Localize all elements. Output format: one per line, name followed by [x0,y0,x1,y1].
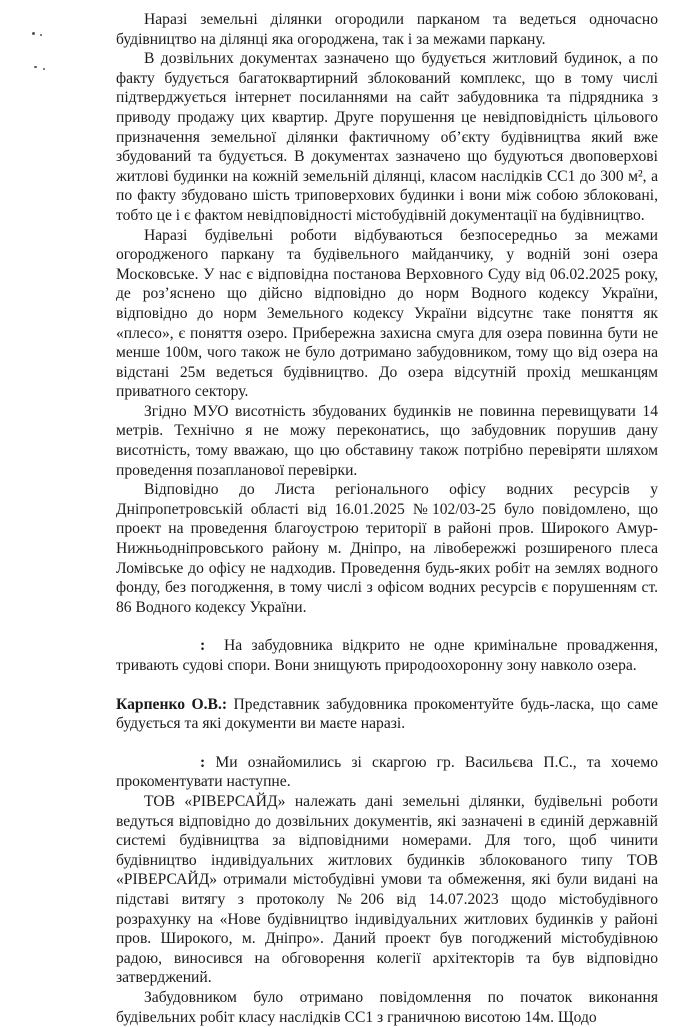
paragraph: Згідно МУО висотність збудованих будинків не повинна перевищувати 14 метрів. Технічно я не можу переконатись, що забудовник порушив дану висотність, тому вважаю, що цю обставину також потрібно перевіряти шляхом проведення позапланової перевірки. [116,402,658,479]
statement [116,695,658,734]
statement-text: Представник забудовника прокоментуйте будь-ласка, що саме будується та які документи ви маєте наразі. [116,695,658,733]
paragraph: Наразі земельні ділянки огородили парканом та ведеться одночасно будівництво на ділянці яка огороджена, так і за межами паркану. [116,11,658,48]
speaker-label: : [200,753,206,771]
paragraph: В дозвільних документах зазначено що будується житловий будинок, а по факту будується багатоквартирний зблокований комплекс, що в тому числі підтверджується інтернет посиланнями на сайт забудовника та підрядника з приводу продажу цих квартир. Друге порушення це невідповідність цільового призначення земельної ділянки фактичному об’єкту будівництва який вже збудований та будується. В документах зазначено що будуються двоповерхові житлові будинки на кожній земельній ділянці, класом наслідків СС1 до 300 м², а по факту збудовано шість триповерхових будинки і вони між собою зблоковані, тобто це і є фактом невідповідності містобудівній документації на будівництво. [116,50,658,224]
speaker-label: : [200,637,206,655]
paragraph: Забудовником було отримано повідомлення по початок виконання будівельних робіт класу наслідків СС1 з граничною висотою 14м. Щодо [116,988,658,1026]
statement-text: Ми ознайомились зі скаргою гр. Васильєва П.С., та хочемо прокоментувати наступне. [116,753,659,791]
statement [116,753,658,792]
paragraph: Відповідно до Листа регіонального офісу водних ресурсів у Дніпропетровській області від 16.01.2025 №102/03-25 було повідомлено, що проект на проведення благоустрою території в районі пров. Широкого Амур-Нижньодніпровського району м. Дніпро, на лівобережжі розширеного плеса Ломівське до офісу не надходив. Проведення будь-яких робіт на землях водного фонду, без погодження, в тому числі з офісом водних ресурсів є порушенням ст. 86 Водного кодексу України. [116,481,658,616]
document-body [116,10,658,1027]
paragraph: Наразі будівельні роботи відбуваються безпосередньо за межами огородженого паркану та будівельного майданчику, у водній зоні озера Московське. У нас є відповідна постанова Верховного Суду від 06.02.2025 року, де роз’яснено що дійсно відповідно до норм Водного кодексу України, відповідно до норм Земельного кодексу України відсутнє таке поняття як «плесо», є поняття озеро. Прибережна захисна смуга для озера повинна бути не менше 100м, чого також не було дотримано забудовником, тому що від озера на відстані 25м ведеться будівництво. До озера відсутній прохід мешканцям приватного сектору. [116,226,658,401]
paragraph: ТОВ «РІВЕРСАЙД» належать дані земельні ділянки, будівельні роботи ведуться відповідно до дозвільних документів, які зазначені в єдиній державній системі будівництва за відповідними номерами. Для того, щоб чинити будівництво індивідуальних житлових будинків зблокованого типу ТОВ «РІВЕРСАЙД» отримали містобудівні умови та обмеження, які були видані на підставі витягу з протоколу №206 від 14.07.2023 щодо містобудівного розрахунку на «Нове будівництво індивідуальних житлових будинків у районі пров. Широкого, м. Дніпро». Даний проект був погоджений містобудівною радою, виносився на обговорення колегії архітекторів та був відповідно затверджений. [116,792,658,987]
statement-text: На забудовника відкрито не одне кримінальне провадження, тривають судові спори. Вони знищують природоохоронну зону навколо озера. [116,637,659,674]
scan-specks [28,28,58,78]
statement [116,636,658,675]
speaker-label: Карпенко О.В.: [116,695,228,713]
